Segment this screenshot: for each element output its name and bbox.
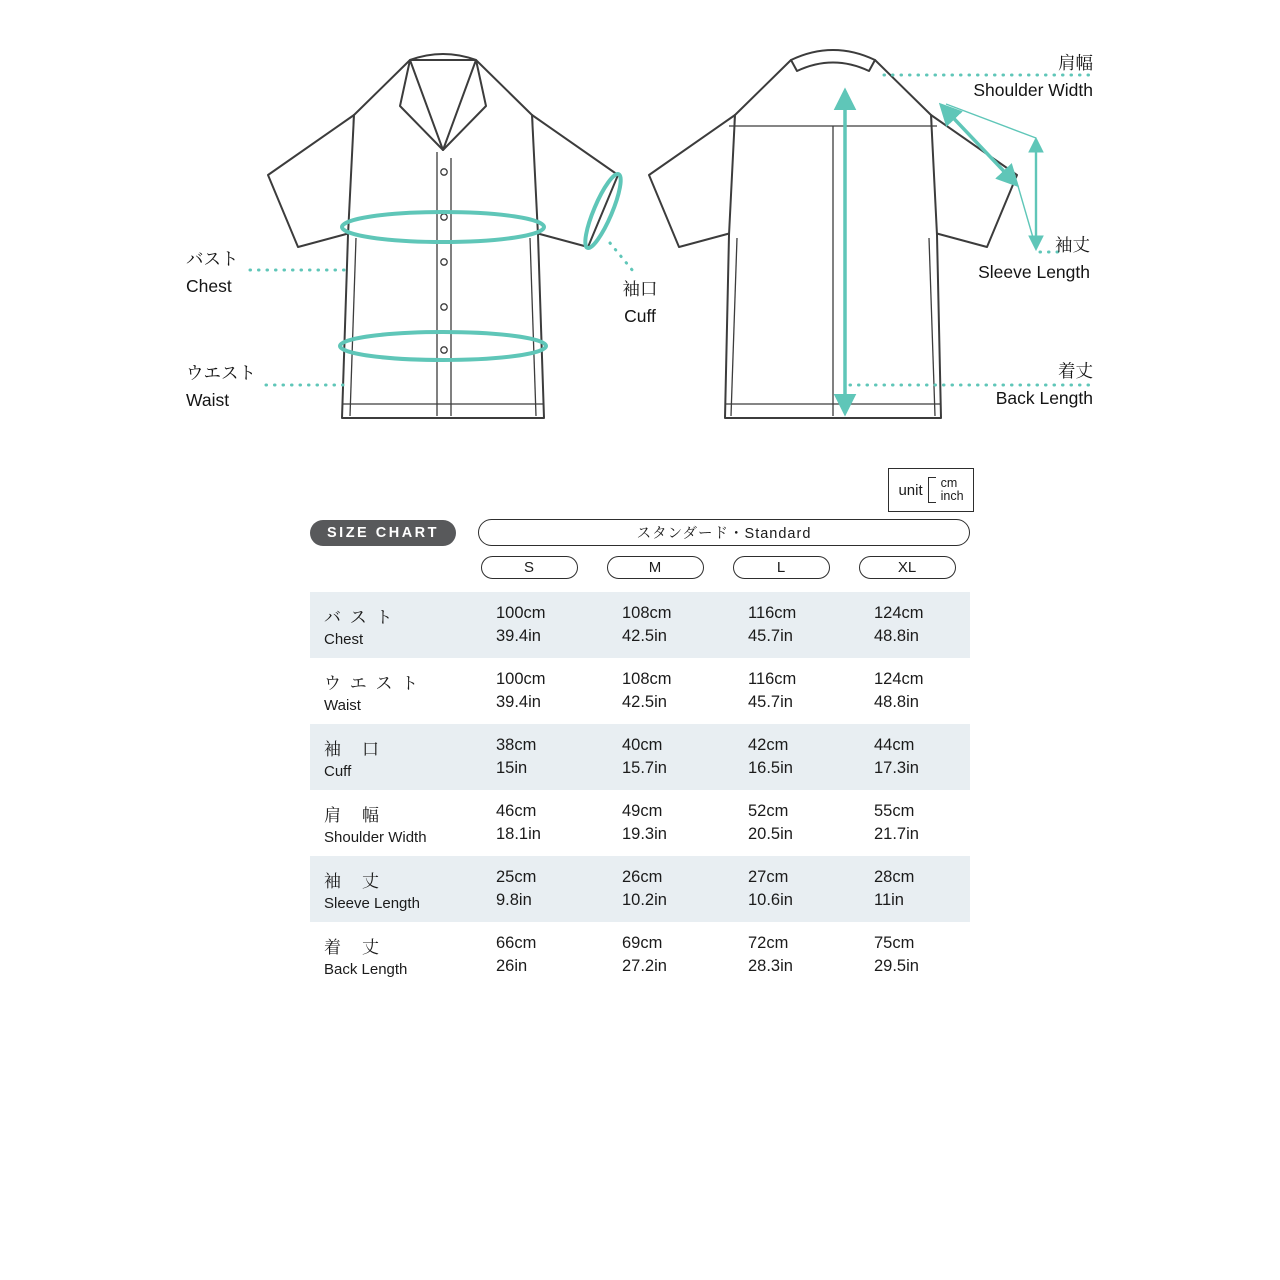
- value-cell-l: 42cm 16.5in: [748, 736, 793, 777]
- size-column-headers: [466, 556, 970, 579]
- measure-label-ja: 肩 幅: [324, 805, 381, 825]
- sleeve-length-label-ja: 袖丈: [1055, 235, 1090, 255]
- back-length-label-en: Back Length: [995, 388, 1093, 408]
- value-cell-m: 26cm 10.2in: [622, 868, 667, 909]
- value-cell-xl: 55cm 21.7in: [874, 802, 919, 843]
- back-left-sleeve: [649, 115, 735, 247]
- table-row-chest: [310, 592, 970, 658]
- table-row-shoulder-width: [310, 790, 970, 856]
- table-row-back-length: [310, 922, 970, 988]
- value-cell-s: 66cm 26in: [496, 934, 537, 975]
- measure-label-ja: バ ス ト: [324, 607, 395, 627]
- value-cell-l: 52cm 20.5in: [748, 802, 793, 843]
- cuff-label-ja: 袖口: [622, 279, 658, 299]
- unit-label: unit: [898, 481, 923, 499]
- unit-cm: cm: [940, 476, 958, 490]
- chest-label: [186, 246, 239, 300]
- value-cell-xl: 124cm 48.8in: [874, 604, 924, 645]
- measure-label: [310, 724, 466, 790]
- value-cell-m: 108cm 42.5in: [622, 604, 672, 645]
- front-shirt-illustration: [268, 54, 618, 418]
- value-cell-xl: 124cm 48.8in: [874, 670, 924, 711]
- measure-label-en: Back Length: [324, 960, 408, 978]
- cuff-label-en: Cuff: [624, 306, 656, 326]
- value-cell-s: 25cm 9.8in: [496, 868, 537, 909]
- size-pill-l: L: [733, 556, 830, 579]
- measure-label-ja: 袖 口: [324, 739, 381, 759]
- value-cell-xl: 75cm 29.5in: [874, 934, 919, 975]
- measure-label-en: Shoulder Width: [324, 828, 427, 846]
- waist-label: [186, 360, 256, 414]
- measure-label-en: Waist: [324, 696, 361, 714]
- back-shirt-illustration: [649, 50, 1017, 418]
- value-cell-xl: 44cm 17.3in: [874, 736, 919, 777]
- measure-label-en: Chest: [324, 630, 364, 648]
- value-cell-m: 69cm 27.2in: [622, 934, 667, 975]
- value-cell-s: 100cm 39.4in: [496, 604, 546, 645]
- measure-label-ja: 着 丈: [324, 937, 381, 957]
- value-cell-s: 100cm 39.4in: [496, 670, 546, 711]
- chest-label-en: Chest: [186, 276, 232, 296]
- table-row-sleeve-length: [310, 856, 970, 922]
- unit-values: [941, 477, 964, 503]
- value-cell-s: 38cm 15in: [496, 736, 537, 777]
- chest-label-ja: バスト: [186, 249, 239, 269]
- back-length-label: [996, 358, 1093, 412]
- measure-label: [310, 856, 466, 922]
- size-chart-badge: SIZE CHART: [310, 520, 456, 546]
- table-row-waist: [310, 658, 970, 724]
- value-cell-l: 116cm 45.7in: [748, 604, 797, 645]
- measure-label: [310, 790, 466, 856]
- size-table: [310, 592, 970, 988]
- value-cell-l: 116cm 45.7in: [748, 670, 797, 711]
- measure-label: [310, 922, 466, 988]
- measure-label-en: Cuff: [324, 762, 352, 780]
- value-cell-l: 72cm 28.3in: [748, 934, 793, 975]
- value-cell-m: 40cm 15.7in: [622, 736, 667, 777]
- table-row-cuff: [310, 724, 970, 790]
- unit-bracket-icon: [928, 477, 936, 503]
- waist-label-ja: ウエスト: [186, 363, 256, 383]
- value-cell-m: 108cm 42.5in: [622, 670, 672, 711]
- unit-inch: inch: [940, 489, 964, 503]
- shoulder-width-label-ja: 肩幅: [1058, 53, 1093, 73]
- measure-label-ja: ウ エ ス ト: [324, 673, 421, 693]
- sleeve-length-label: [978, 232, 1090, 286]
- measure-label-ja: 袖 丈: [324, 871, 381, 891]
- value-cell-xl: 28cm 11in: [874, 868, 915, 909]
- measure-label: [310, 592, 466, 658]
- sleeve-length-label-en: Sleeve Length: [978, 262, 1090, 282]
- size-pill-s: S: [481, 556, 578, 579]
- fit-header-pill: スタンダード・Standard: [478, 519, 970, 546]
- shoulder-width-label: [973, 50, 1093, 104]
- shoulder-width-label-en: Shoulder Width: [973, 80, 1093, 100]
- value-cell-s: 46cm 18.1in: [496, 802, 541, 843]
- value-cell-l: 27cm 10.6in: [748, 868, 793, 909]
- size-pill-m: M: [607, 556, 704, 579]
- measure-label-en: Sleeve Length: [324, 894, 420, 912]
- value-cell-m: 49cm 19.3in: [622, 802, 667, 843]
- back-length-label-ja: 着丈: [1058, 361, 1093, 381]
- size-pill-xl: XL: [859, 556, 956, 579]
- sleeve-length-extension-top: [946, 104, 1036, 138]
- unit-box: [888, 468, 974, 512]
- back-right-sleeve: [931, 115, 1017, 247]
- cuff-label: [598, 276, 682, 330]
- measure-label: [310, 658, 466, 724]
- waist-label-en: Waist: [186, 390, 230, 410]
- cuff-leader: [610, 243, 633, 271]
